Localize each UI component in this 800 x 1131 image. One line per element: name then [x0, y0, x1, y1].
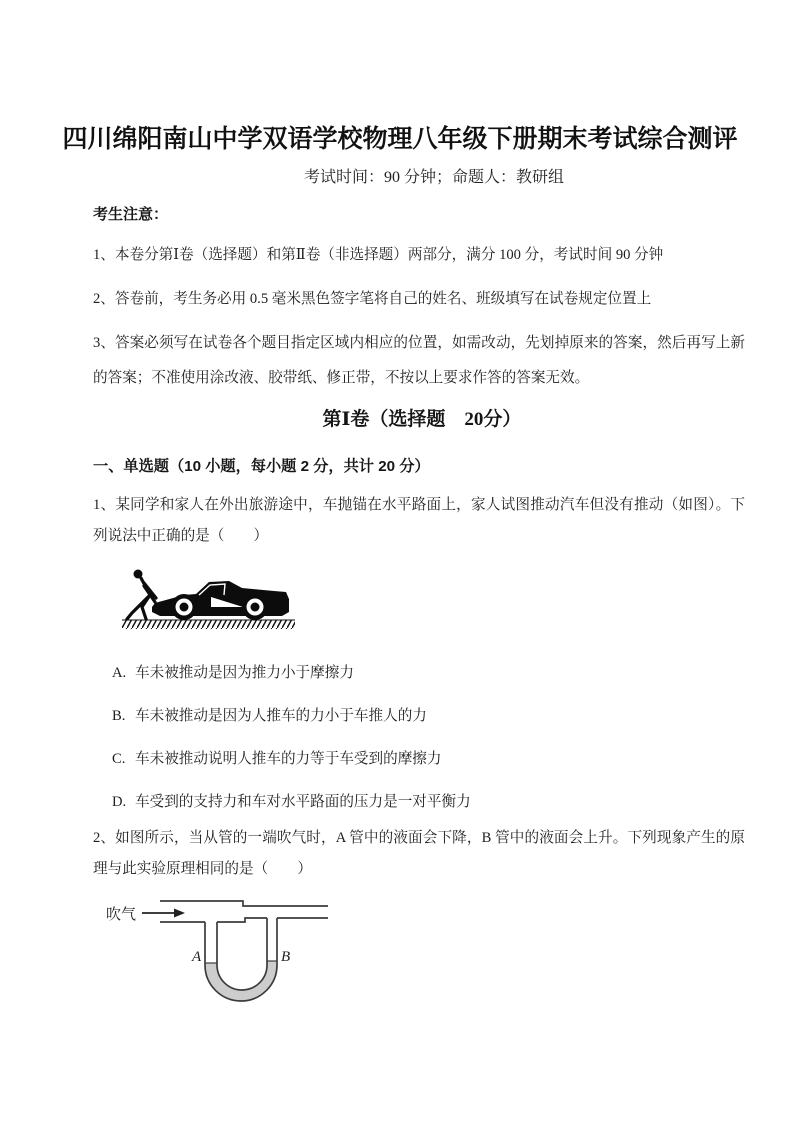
question-2-text: 2、如图所示，当从管的一端吹气时，A 管中的液面会下降，B 管中的液面会上升。下列现象产生的原理与此实验原理相同的是（ ）: [93, 830, 745, 877]
car-silhouette: [152, 581, 289, 620]
notice-item-3: 3、答案必须写在试卷各个题目指定区域内相应的位置，如需改动，先划掉原来的答案，然后再写上新的答案；不准使用涂改液、胶带纸、修正带，不按以上要求作答的答案无效。: [93, 335, 745, 386]
tube-a-label: A: [192, 949, 202, 965]
question-1-option-c: [112, 747, 712, 768]
option-b-label: B.: [112, 708, 126, 724]
blow-label: 吹气: [106, 907, 137, 923]
person-pushing-car-figure: [122, 565, 297, 635]
notice-item-1: 1、本卷分第Ⅰ卷（选择题）和第Ⅱ卷（非选择题）两部分，满分 100 分，考试时间 90 分钟: [93, 247, 664, 263]
tube-walls: [160, 901, 328, 1001]
question-1-option-b: [112, 704, 712, 725]
page-title: 四川绵阳南山中学双语学校物理八年级下册期末考试综合测评: [62, 125, 738, 153]
question-1-option-d: [112, 790, 712, 811]
pushing-person: [127, 570, 156, 620]
section-1-heading: 第Ⅰ卷（选择题 20分）: [322, 409, 522, 430]
option-c-text: 车未被推动说明人推车的力等于车受到的摩擦力: [135, 751, 442, 767]
hatched-ground: [122, 620, 295, 629]
option-d-label: D.: [112, 794, 127, 810]
question-1-option-a: [112, 661, 712, 682]
exam-meta-line: 考试时间：90 分钟；命题人：教研组: [303, 169, 564, 186]
venturi-u-tube-figure: [78, 895, 334, 1010]
option-b-text: 车未被推动是因为人推车的力小于车推人的力: [135, 708, 427, 724]
blow-arrow-icon: [142, 909, 185, 918]
question-1-text: 1、某同学和家人在外出旅游途中，车抛锚在水平路面上，家人试图推动汽车但没有推动（如图）。下列说法中正确的是（ ）: [93, 497, 745, 544]
tube-b-label: B: [281, 949, 291, 965]
option-a-label: A.: [112, 665, 127, 681]
notice-label: 考生注意：: [93, 206, 169, 223]
option-c-label: C.: [112, 751, 126, 767]
notice-item-2: 2、答卷前，考生务必用 0.5 毫米黑色签字笔将自己的姓名、班级填写在试卷规定位置上: [93, 291, 652, 307]
single-choice-subheading: 一、单选题（10 小题，每小题 2 分，共计 20 分）: [93, 458, 430, 475]
option-d-text: 车受到的支持力和车对水平路面的压力是一对平衡力: [135, 794, 471, 810]
option-a-text: 车未被推动是因为推力小于摩擦力: [135, 665, 354, 681]
